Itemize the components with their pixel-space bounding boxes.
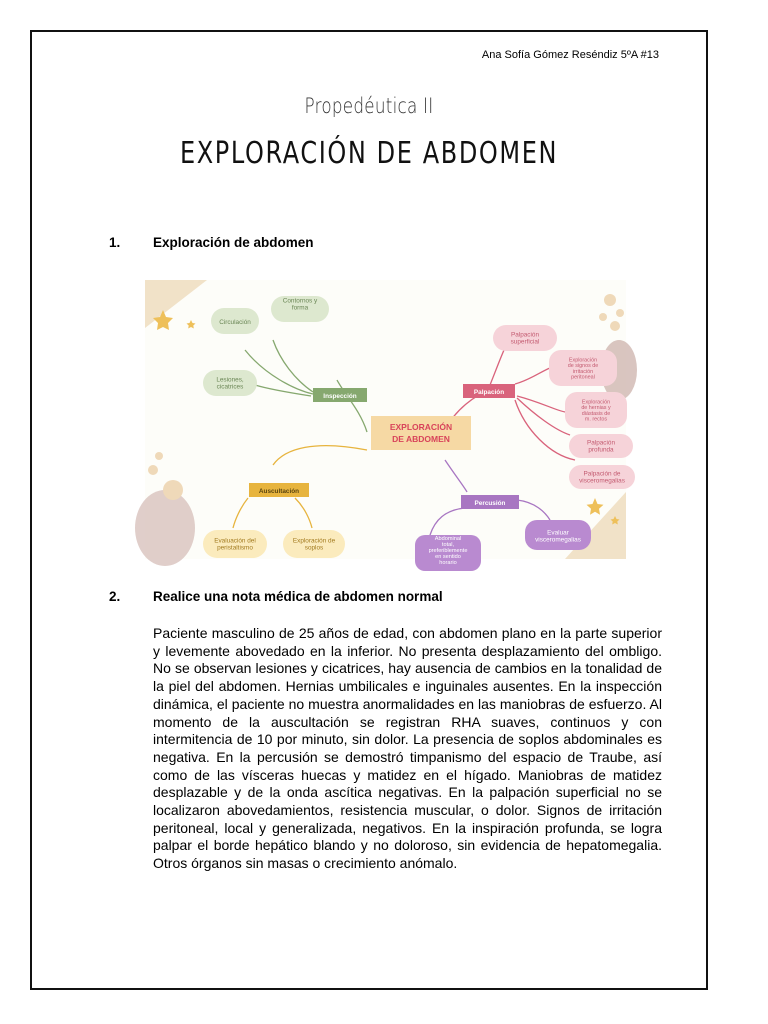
section-2-title: Realice una nota médica de abdomen normal <box>153 589 443 604</box>
section-1-title: Exploración de abdomen <box>153 235 314 250</box>
center-node <box>371 416 471 450</box>
center-line-1: EXPLORACIÓN <box>389 422 453 432</box>
document-page <box>30 30 708 990</box>
inspeccion-item: Contornos y forma <box>282 297 318 312</box>
palpacion-label: Palpación <box>473 389 505 396</box>
percusion-label: Percusión <box>474 500 506 507</box>
section-1-number: 1. <box>109 235 121 250</box>
inspeccion-label: Inspección <box>323 393 357 400</box>
inspeccion-item: Circulación <box>219 319 251 326</box>
main-title: EXPLORACIÓN DE ABDOMEN <box>179 136 559 171</box>
star-icon <box>587 498 604 515</box>
palpacion-item: Exploración de signos de irritación peritoneal <box>567 357 599 381</box>
section-2-number: 2. <box>109 589 121 604</box>
subject-title: Propedéutica II <box>304 94 434 118</box>
auscultacion-label: Auscultación <box>258 488 300 495</box>
palpacion-item: Exploración de hernias y diástasis de m. rectos <box>581 399 611 423</box>
center-line-2: DE ABDOMEN <box>392 434 450 444</box>
percusion-item: Abdominal total, preferiblemente en sentido horario <box>428 536 468 566</box>
palpacion-item: Palpación profunda <box>586 439 616 454</box>
mind-map-svg <box>145 280 626 566</box>
medical-note-paragraph: Paciente masculino de 25 años de edad, con abdomen plano en la parte superior y levemente abovedado en la inferior. No presenta desplazamiento del ombligo. No se observan lesiones y cicatrices, hay ausencia de cambios en la tonalidad de la piel del abdomen. Hernias umbilicales e inguinales ausentes. En la inspección dinámica, el paciente no muestra anormalidades en las maniobras de esfuerzo. Al momento de la auscultación se registran RHA suaves, continuos y con intermitencia de 10 por minuto, sin dolor. La presencia de soplos abdominales es negativa. En la percusión se demostró timpanismo del espacio de Traube, así como de las vísceras huecas y matidez en el hígado. Maniobras de matidez desplazable y de la onda ascítica negativas. En la palpación superficial no se localizaron abovedamientos, resistencia muscular, o dolor. Signos de irritación peritoneal, local y generalizada, negativos. En la inspiración profunda, se logra palpar el borde hepático blando y no doloroso, sin evidencia de hepatomegalia. Otros órganos sin masas o crecimiento anómalo. <box>153 625 662 872</box>
palpacion-item: Palpación de visceromegalias <box>579 470 625 485</box>
palpacion-item: Palpación superficial <box>510 331 540 346</box>
auscultacion-item: Exploración de soplos <box>292 537 336 552</box>
percusion-item: Evaluar visceromegalias <box>535 529 581 544</box>
auscultacion-item: Evaluación del peristaltismo <box>214 537 256 552</box>
inspeccion-item: Lesiones, cicatrices <box>216 376 244 391</box>
author-line: Ana Sofía Gómez Reséndiz 5ºA #13 <box>481 49 659 61</box>
mind-map-figure <box>145 280 626 566</box>
